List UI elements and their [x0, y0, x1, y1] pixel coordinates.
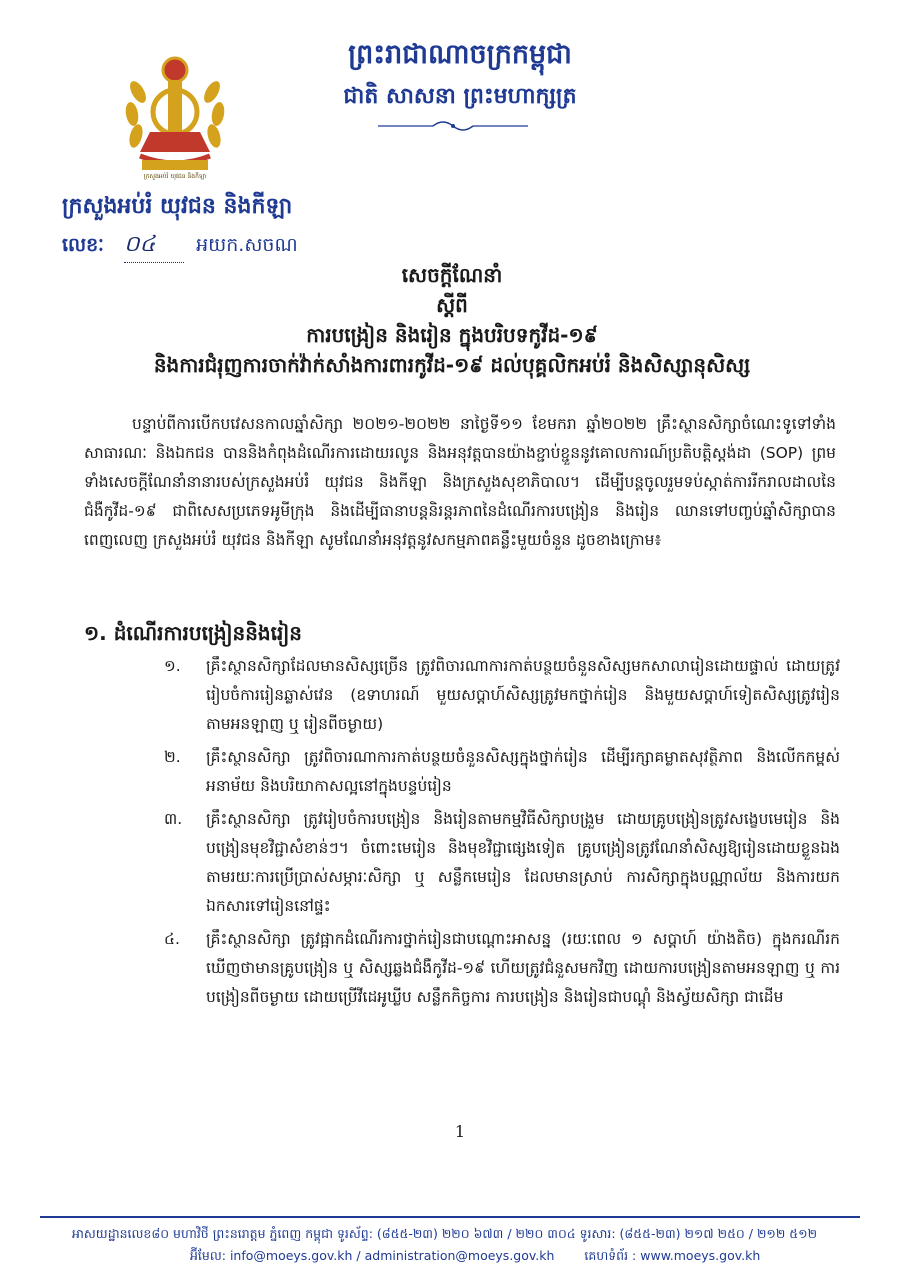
ref-number: ០៤: [124, 230, 184, 263]
section-items: [164, 652, 840, 1016]
national-motto: ជាតិ សាសនា ព្រះមហាក្សត្រ: [343, 84, 577, 109]
item-text: គ្រឹះស្ថានសិក្សា ត្រូវផ្អាកដំណើរការថ្នាក់រៀនជាបណ្តោះអាសន្ន (រយៈពេល ១ សប្តាហ៍ យ៉ាងតិច) ក្នុងករណីរកឃើញថាមានគ្រូបង្រៀន ឬ សិស្សឆ្លងជំងឺកូវីដ-១៩ ហើយត្រូវជំនួសមកវិញ ដោយការបង្រៀនតាមអនឡាញ ឬ ការបង្រៀនពីចម្ងាយ ដោយប្រើវីដេអូឃ្លីប សន្លឹកកិច្ចការ ការបង្រៀន និងរៀនជាបណ្តុំ និងស្វ័យសិក្សា ជាដើម: [206, 930, 840, 1006]
ornament-divider: [378, 118, 528, 138]
section-heading: ១. ដំណើរការបង្រៀននិងរៀន: [84, 621, 302, 645]
doc-subtitle-about: ស្តីពី: [436, 293, 468, 317]
item-number: ១.: [164, 657, 181, 675]
list-item: [164, 743, 840, 801]
doc-title: សេចក្តីណែនាំ: [401, 263, 503, 287]
list-item: [164, 652, 840, 739]
footer-email[interactable]: info@moeys.gov.kh / administration@moeys.gov.kh: [229, 1248, 555, 1263]
item-text: គ្រឹះស្ថានសិក្សា ត្រូវរៀបចំការបង្រៀន និងរៀនតាមកម្មវិធីសិក្សាបង្រួម ដោយគ្រូបង្រៀនត្រូវសង្ខេបមេរៀន និងបង្រៀនមុខវិជ្ជាសំខាន់ៗ។ ចំពោះមេរៀន និងមុខវិជ្ជាផ្សេងទៀត គ្រូបង្រៀនត្រូវណែនាំសិស្សឱ្យរៀនដោយខ្លួនឯង តាមរយៈការប្រើប្រាស់សម្ភារៈសិក្សា ឬ សន្លឹកមេរៀន ដែលមានស្រាប់ ការសិក្សាក្នុងបណ្ណាល័យ និងការយកឯកសារទៅរៀននៅផ្ទះ: [206, 810, 840, 915]
logo-caption: ក្រសួងអប់រំ យុវជន និងកីឡា: [143, 173, 207, 180]
page-number: 1: [454, 1122, 466, 1141]
doc-subject-line2: និងការជំរុញការចាក់វ៉ាក់សាំងការពារកូវីដ-១៩ ដល់បុគ្គលិកអប់រំ និងសិស្សានុសិស្ស: [153, 353, 751, 377]
list-item: [164, 925, 840, 1012]
footer-email-label: អ៊ីមែល:: [190, 1248, 226, 1263]
footer-website[interactable]: www.moeys.gov.kh: [640, 1248, 761, 1263]
footer-divider: [40, 1216, 860, 1218]
kingdom-title: ព្រះរាជាណាចក្រកម្ពុជា: [348, 39, 572, 70]
ministry-logo: [120, 52, 230, 181]
footer-address: អាសយដ្ឋានលេខ៨០ មហាវិថី ព្រះនរោត្តម ភ្នំពេញ កម្ពុជា ទូរស័ព្ទ: (៨៥៥-២៣) ២២០ ៦៧៣ / ២២០ ៣០៤ ទូរសារ: (៨៥៥-២៣) ២១៧ ២៥០ / ២១២ ៥១២: [72, 1226, 818, 1241]
item-text: គ្រឹះស្ថានសិក្សា ត្រូវពិចារណាការកាត់បន្ថយចំនួនសិស្សក្នុងថ្នាក់រៀន ដើម្បីរក្សាគម្លាតសុវត្ថិភាព និងលើកកម្ពស់អនាម័យ និងបរិយាកាសល្អនៅក្នុងបន្ទប់រៀន: [206, 748, 840, 795]
item-number: ៣.: [164, 810, 183, 828]
item-number: ៤.: [164, 930, 180, 948]
ministry-name: ក្រសួងអប់រំ យុវជន និងកីឡា: [62, 194, 293, 219]
item-number: ២.: [164, 748, 181, 766]
item-text: គ្រឹះស្ថានសិក្សាដែលមានសិស្សច្រើន ត្រូវពិចារណាការកាត់បន្ថយចំនួនសិស្សមកសាលារៀនដោយផ្ទាល់ ដោយត្រូវរៀបចំការរៀនឆ្លាស់វេន (ឧទាហរណ៍ មួយសប្តាហ៍សិស្សត្រូវមកថ្នាក់រៀន និងមួយសប្តាហ៍ទៀតសិស្សត្រូវរៀនតាមអនឡាញ ឬ រៀនពីចម្ងាយ): [206, 657, 840, 733]
list-item: [164, 805, 840, 921]
ref-prefix: លេខៈ: [62, 234, 104, 256]
logo-emblem: [140, 58, 210, 163]
ref-suffix: អយក.សចណ: [196, 234, 298, 256]
intro-paragraph: បន្ទាប់ពីការបើកបវេសនកាលឆ្នាំសិក្សា ២០២១-២០២២ នាថ្ងៃទី១១ ខែមករា ឆ្នាំ២០២២ គ្រឹះស្ថានសិក្សាចំណេះទូទៅទាំងសាធារណៈ និងឯកជន បាននិងកំពុងដំណើរការដោយរលូន និងអនុវត្តបានយ៉ាងខ្ជាប់ខ្ជួននូវគោលការណ៍ប្រតិបត្តិស្តង់ដា (SOP) ព្រមទាំងសេចក្តីណែនាំនានារបស់ក្រសួងអប់រំ យុវជន និងកីឡា និងក្រសួងសុខាភិបាល។ ដើម្បីបន្តចូលរួមទប់ស្កាត់ការរីករាលដាលនៃជំងឺកូវីដ-១៩ ជាពិសេសប្រភេទអូមីក្រុង និងដើម្បីធានាបន្តនិរន្តរភាពនៃដំណើរការបង្រៀន និងរៀន ឈានទៅបញ្ចប់ឆ្នាំសិក្សាបានពេញលេញ ក្រសួងអប់រំ យុវជន និងកីឡា សូមណែនាំអនុវត្តនូវសកម្មភាពគន្លឹះមួយចំនួន ដូចខាងក្រោម៖: [84, 415, 836, 549]
footer-contacts: [190, 1248, 786, 1267]
reference-line: [62, 230, 298, 263]
doc-subject-line1: ការបង្រៀន និងរៀន ក្នុងបរិបទកូវីដ-១៩: [306, 323, 598, 347]
footer-web-label: គេហទំព័រ :: [584, 1248, 637, 1263]
